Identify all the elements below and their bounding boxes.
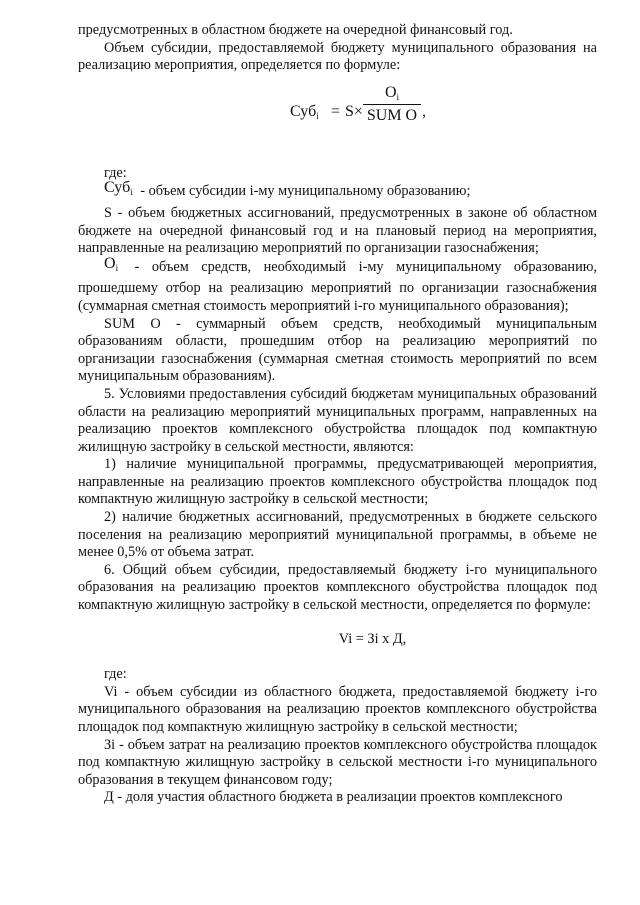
formula-subsidy	[78, 81, 597, 143]
formula-equals: =	[331, 102, 341, 120]
formula-comma: ,	[422, 102, 426, 120]
definition-d: Д - доля участия областного бюджета в реализации проектов комплексного	[104, 789, 563, 806]
definition-o: $О_i$ - объем средств, необходимый i-му муниципальному образованию, прошедшему отбор на реализацию мероприятий по организации газоснабжения (суммарная сметная стоимость мероприятий i-го муниципального образования);	[78, 254, 597, 314]
where-label-2: где:	[104, 666, 127, 683]
fraction-bar	[363, 104, 421, 105]
paragraph-5: 5. Условиями предоставления субсидий бюджетам муниципальных образований области на реализацию мероприятий муниципальных программ, направленных на реализацию проектов комплексного обустройства площадок под компактную жилищную застройку в сельской местности, являются:	[78, 385, 597, 455]
formula-vi: Vi = Зi x Д,	[338, 630, 407, 647]
symbol-o: $О_i$	[104, 254, 119, 273]
document-page	[78, 22, 597, 807]
paragraph-5-item-1: 1) наличие муниципальной программы, предусматривающей мероприятия, направленные на реализацию проектов комплексного обустройства площадок под компактную жилищную застройку в сельской местности;	[78, 456, 597, 508]
definition-s: S - объем бюджетных ассигнований, предусмотренных в законе об областном бюджете на очередной финансовый год и на плановый период на мероприятия, направленные на реализацию мероприятий по организации газоснабжения;	[78, 204, 597, 257]
symbol-sub: Суб$_i$	[104, 179, 133, 198]
definition-zi: Зi - объем затрат на реализацию проектов комплексного обустройства площадок под компактную жилищную застройку в сельской местности i-го муниципального образования в текущем финансовом году;	[78, 736, 597, 788]
formula-numerator: $О_i$	[384, 83, 400, 102]
definition-vi: Vi - объем субсидии из областного бюджета, предоставляемой бюджету i-го муниципального образования на реализацию проектов комплексного обустройства площадок под компактную жилищную застройку в сельской местности;	[78, 683, 597, 735]
definition-sub: Суб$_i$ - объем субсидии i-му муниципальному образованию;	[104, 179, 471, 200]
formula-fraction	[363, 84, 421, 125]
formula-lhs: Суб$_i$	[290, 102, 319, 121]
formula-s-times: S×	[345, 102, 363, 120]
paragraph-subsidy-volume-intro: Объем субсидии, предоставляемой бюджету муниципального образования на реализацию мероприятия, определяется по формуле:	[78, 39, 597, 74]
definition-sum: SUM О - суммарный объем средств, необходимый муниципальным образованиям области, прошедшим отбор на реализацию мероприятий по организации газоснабжения (суммарная сметная стоимость мероприятий по всем муниципальным образованиям).	[78, 315, 597, 385]
paragraph-continuation: предусмотренных в областном бюджете на очередной финансовый год.	[78, 22, 513, 38]
paragraph-5-item-2: 2) наличие бюджетных ассигнований, предусмотренных в бюджете сельского поселения на реализацию мероприятий муниципальной программы, в объеме не менее 0,5% от объема затрат.	[78, 509, 597, 561]
formula-denominator: SUM О	[366, 106, 418, 124]
where-label-1: где:	[104, 164, 127, 181]
paragraph-6: 6. Общий объем субсидии, предоставляемый бюджету i-го муниципального образования на реализацию проектов комплексного обустройства площадок под компактную жилищную застройку в сельской местности, определяется по формуле:	[78, 561, 597, 614]
